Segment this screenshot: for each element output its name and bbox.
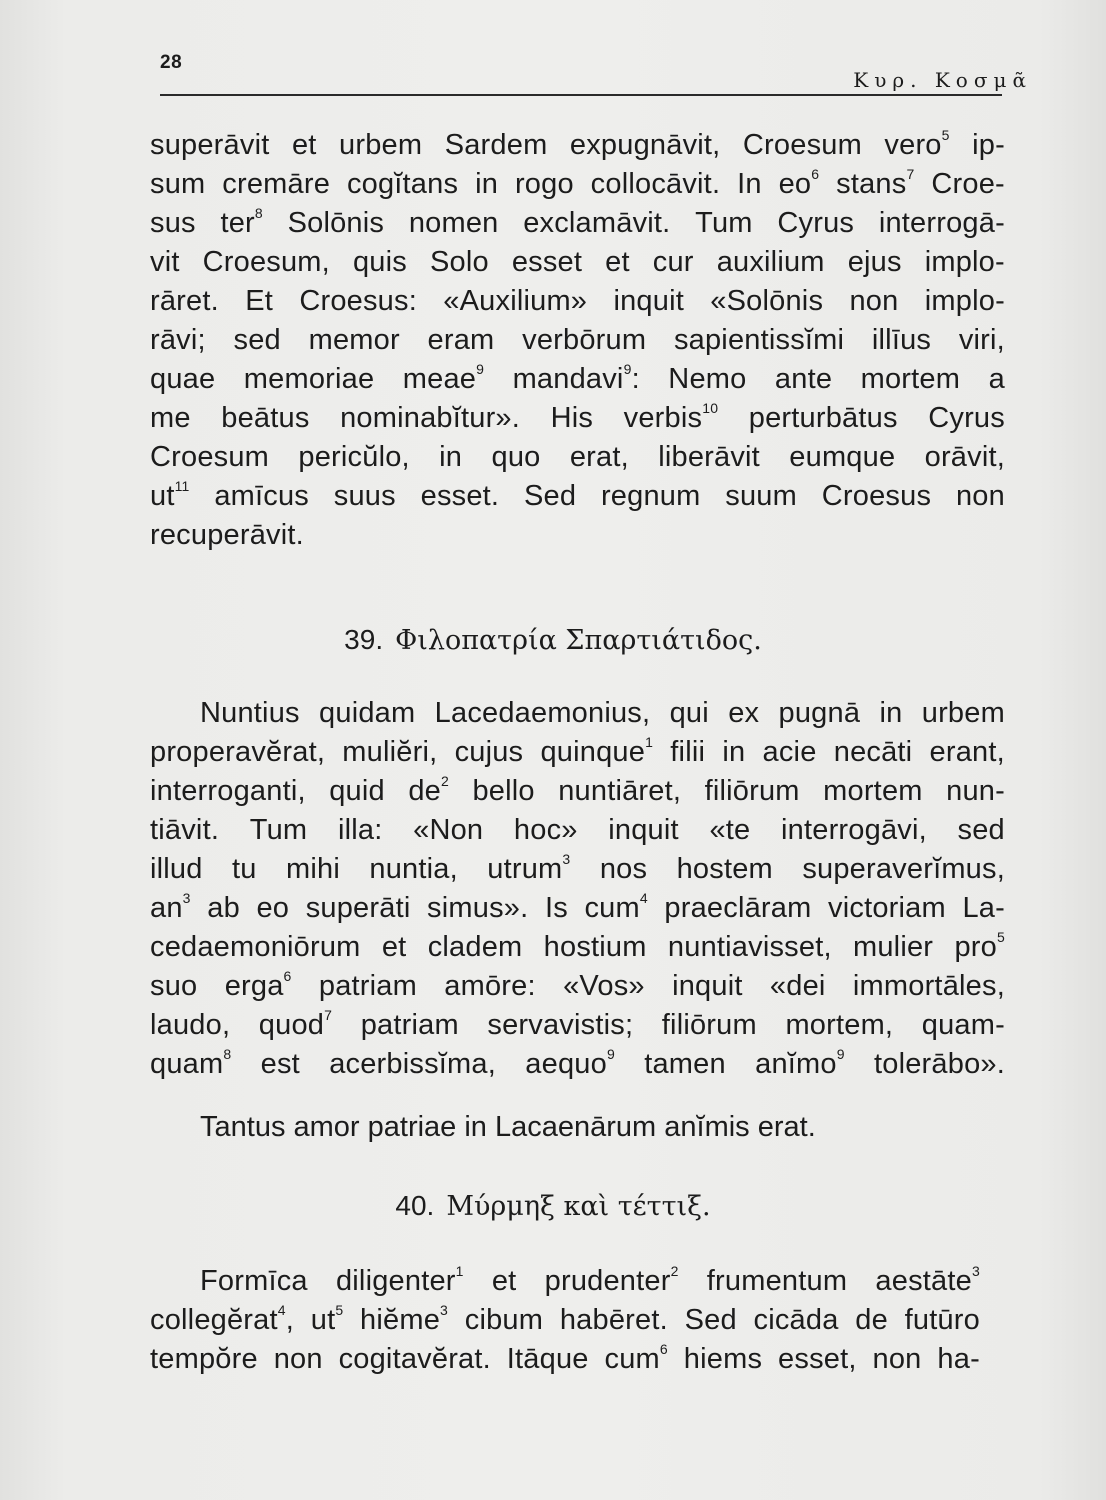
word: habēret. — [559, 1304, 668, 1336]
word: orāvit, — [924, 441, 1005, 473]
word: superaverĭmus, — [802, 853, 1005, 885]
word: et — [381, 931, 407, 963]
word: cladem — [427, 931, 523, 963]
word: interrogā- — [878, 207, 1005, 239]
word: meae$^9$ — [402, 361, 485, 395]
word: nuntiavisset, — [667, 931, 832, 963]
word: ex — [728, 697, 760, 729]
word: pro$^5$ — [954, 929, 1005, 963]
word: recuperāvit. — [150, 519, 304, 551]
word: et — [491, 1265, 517, 1297]
word: $eo^6$ — [778, 166, 820, 200]
word: nuntiāret, — [558, 775, 682, 807]
running-head: Κυρ. Κοσμᾶ — [853, 68, 1032, 92]
word: nomen — [408, 207, 499, 239]
text-line — [150, 360, 1005, 399]
word: superāvit — [150, 129, 270, 161]
text-line — [150, 477, 1005, 516]
word: urbem — [339, 129, 423, 161]
word: stans$^7$ — [836, 166, 915, 200]
word: ejus — [847, 246, 902, 278]
word: praeclāram — [664, 892, 812, 924]
word: Solo — [429, 246, 489, 278]
word: diligenter$^1$ — [335, 1263, 464, 1297]
word: «Non — [413, 814, 484, 846]
word: nos — [599, 853, 648, 885]
word: nun- — [946, 775, 1005, 807]
word: «Auxilium» — [443, 285, 588, 317]
word: illa: — [337, 814, 383, 846]
word: pericŭlo, — [298, 441, 410, 473]
word: erant, — [929, 736, 1005, 768]
word: utrum$^3$ — [487, 851, 571, 885]
word: muliĕri, — [342, 736, 438, 768]
word: interroganti, — [150, 775, 306, 807]
word: bello — [472, 775, 535, 807]
word: nominabĭtur». — [340, 402, 521, 434]
word: acerbissĭma, — [329, 1048, 496, 1080]
word: qui — [669, 697, 709, 729]
header-rule — [160, 94, 1002, 96]
text-line — [150, 438, 1005, 477]
word: eumque — [789, 441, 896, 473]
word: tamen — [644, 1048, 726, 1080]
word: Nuntius — [200, 697, 300, 729]
word: inquit — [613, 285, 684, 317]
text-line — [150, 928, 1005, 967]
word: verbōrum — [522, 324, 647, 356]
word: in — [439, 441, 463, 473]
word: mihi — [286, 853, 340, 885]
word: quod$^7$ — [258, 1007, 333, 1041]
word: His — [550, 402, 594, 434]
word: aequo$^9$ — [525, 1046, 615, 1080]
word: «dei — [769, 970, 826, 1002]
word: collegĕrat$^4$, — [150, 1302, 295, 1336]
word: Formīca — [200, 1265, 308, 1297]
word: Croe- — [931, 168, 1005, 200]
word: hoc» — [513, 814, 578, 846]
word: suum — [725, 480, 797, 512]
word: quam$^8$ — [150, 1046, 232, 1080]
word: expugnāvit, — [569, 129, 721, 161]
word: perturbātus — [748, 402, 898, 434]
word: Tum — [249, 814, 308, 846]
word: interrogāvi, — [781, 814, 927, 846]
word: Et — [245, 285, 274, 317]
word: «te — [709, 814, 751, 846]
word: $an^3$ — [150, 890, 191, 924]
word: hiĕme$^3$ — [360, 1302, 449, 1336]
word: sus — [150, 207, 196, 239]
word: implo- — [924, 246, 1005, 278]
word: sapientissĭmi — [673, 324, 845, 356]
word: Croesum, — [202, 246, 330, 278]
text-line — [150, 204, 1005, 243]
word: quis — [352, 246, 407, 278]
word: collocāvit. — [590, 168, 721, 200]
word: et — [605, 246, 630, 278]
word: a — [988, 363, 1005, 395]
word: mulier — [853, 931, 934, 963]
word: Itāque — [506, 1343, 589, 1375]
text-line — [150, 694, 1005, 733]
word: auxilium — [716, 246, 825, 278]
word: esset, — [778, 1343, 857, 1375]
word: beātus — [221, 402, 310, 434]
word: viri, — [958, 324, 1005, 356]
word: de — [855, 1304, 888, 1336]
section-40-heading — [0, 1190, 1106, 1222]
word: urbem — [921, 697, 1005, 729]
word: cicāda — [753, 1304, 839, 1336]
text-line — [150, 243, 1005, 282]
word: mortem, — [785, 1009, 894, 1041]
word: rogo — [514, 168, 574, 200]
word: In — [737, 168, 762, 200]
word: patriam — [360, 1009, 459, 1041]
word: cremāre — [222, 168, 331, 200]
word: cum$^4$ — [584, 890, 648, 924]
word: tempŏre — [150, 1343, 258, 1375]
word: sed — [233, 324, 281, 356]
text-line — [150, 1045, 1005, 1084]
word: immortāles, — [852, 970, 1005, 1002]
word: in — [879, 697, 903, 729]
text-line — [150, 1301, 980, 1340]
word: Solōnis — [287, 207, 385, 239]
word: non — [955, 480, 1005, 512]
word: tolerābo». — [874, 1048, 1005, 1080]
word: Croesum — [150, 441, 270, 473]
text-line — [150, 282, 1005, 321]
word: tiāvit. — [150, 814, 220, 846]
word: filiōrum — [704, 775, 800, 807]
word: quinque$^1$ — [540, 734, 654, 768]
word: acie — [762, 736, 817, 768]
word: memoriae — [243, 363, 375, 395]
section-38-text — [150, 126, 1005, 555]
word: hostem — [676, 853, 773, 885]
word: patriam — [318, 970, 417, 1002]
word: ab — [207, 892, 240, 924]
text-line — [150, 165, 1005, 204]
word: non — [273, 1343, 323, 1375]
word: quid — [329, 775, 385, 807]
text-line — [150, 321, 1005, 360]
word: ha- — [937, 1343, 980, 1375]
word: Nemo — [668, 363, 747, 395]
word: ante — [774, 363, 833, 395]
word: cogĭtans — [346, 168, 459, 200]
word: in — [475, 168, 499, 200]
word: rāvi; — [150, 324, 206, 356]
word: nuntia, — [369, 853, 458, 885]
word: $ut^5$ — [310, 1302, 344, 1336]
word: implo- — [924, 285, 1005, 317]
word: filii — [670, 736, 706, 768]
word: regnum — [600, 480, 701, 512]
word: eram — [427, 324, 495, 356]
text-line — [150, 126, 1005, 165]
word: quidam — [319, 697, 416, 729]
text-line — [150, 850, 1005, 889]
text-line — [150, 772, 1005, 811]
word: Tum — [695, 207, 753, 239]
word: hiems — [683, 1343, 763, 1375]
word: pugnā — [778, 697, 861, 729]
word: sed — [957, 814, 1005, 846]
word: Cyrus — [928, 402, 1005, 434]
word: vit — [150, 246, 180, 278]
word: aestāte$^3$ — [875, 1263, 980, 1297]
word: La- — [962, 892, 1005, 924]
word: est — [260, 1048, 300, 1080]
word: Is — [544, 892, 568, 924]
section-40-text — [150, 1262, 980, 1379]
word: et — [291, 129, 317, 161]
word: cum$^6$ — [604, 1341, 668, 1375]
word: «Vos» — [563, 970, 645, 1002]
word: cogitavĕrat. — [338, 1343, 491, 1375]
word: cur — [652, 246, 694, 278]
word: erga$^6$ — [224, 968, 292, 1002]
word: Lacedaemonius, — [434, 697, 651, 729]
word: futūro — [904, 1304, 980, 1336]
word: «Solōnis — [710, 285, 824, 317]
word: properavĕrat, — [150, 736, 326, 768]
word: ip- — [972, 129, 1005, 161]
word: cibum — [464, 1304, 544, 1336]
word: memor — [308, 324, 400, 356]
word: rāret. — [150, 285, 219, 317]
word: verbis$^{10}$ — [623, 400, 719, 434]
word: suo — [150, 970, 198, 1002]
word: Sed — [684, 1304, 737, 1336]
text-line — [150, 733, 1005, 772]
text-line — [150, 967, 1005, 1006]
section-39-text — [150, 694, 1005, 1084]
word: illud — [150, 853, 203, 885]
word: non — [849, 285, 899, 317]
text-line — [150, 516, 1005, 555]
section-40-title: Μύρμηξ καὶ τέττιξ. — [446, 1191, 711, 1222]
word: amīcus — [214, 480, 309, 512]
word: esset. — [420, 480, 500, 512]
section-39-title: Φιλοπατρία Σπαρτιάτιδος. — [395, 625, 762, 656]
word: filiōrum — [661, 1009, 757, 1041]
word: esset — [511, 246, 583, 278]
word: anĭmo$^9$ — [755, 1046, 845, 1080]
word: laudo, — [150, 1009, 231, 1041]
word: mandavi$^9$: — [512, 361, 640, 395]
word: in — [722, 736, 746, 768]
word: mortem — [823, 775, 923, 807]
word: illīus — [871, 324, 932, 356]
text-line — [150, 811, 1005, 850]
word: inquit — [608, 814, 679, 846]
section-40-number: 40. — [395, 1190, 435, 1221]
word: superāti — [305, 892, 411, 924]
word: exclamāvit. — [523, 207, 671, 239]
word: prudenter$^2$ — [544, 1263, 679, 1297]
word: Sardem — [444, 129, 548, 161]
word: liberāvit — [658, 441, 760, 473]
word: quo — [491, 441, 541, 473]
word: tu — [232, 853, 257, 885]
text-line — [150, 399, 1005, 438]
word: sum — [150, 168, 206, 200]
text-line — [150, 1006, 1005, 1045]
word: me — [150, 402, 191, 434]
word: hostium — [543, 931, 647, 963]
word: vero$^5$ — [884, 127, 950, 161]
section-39-closing: Tantus amor patriae in Lacaenārum anĭmis erat. — [200, 1111, 816, 1143]
word: mortem — [860, 363, 961, 395]
word: ter$^8$ — [220, 205, 263, 239]
word: quae — [150, 363, 216, 395]
word: frumentum — [706, 1265, 848, 1297]
word: inquit — [672, 970, 743, 1002]
word: $de^2$ — [408, 773, 449, 807]
word: cedaemoniōrum — [150, 931, 361, 963]
word: eo — [256, 892, 290, 924]
word: necāti — [833, 736, 913, 768]
word: erat, — [569, 441, 629, 473]
word: victoriam — [828, 892, 946, 924]
word: Croesus: — [299, 285, 417, 317]
word: Sed — [523, 480, 577, 512]
text-line — [150, 1340, 980, 1379]
word: Croesus — [821, 480, 932, 512]
page-number: 28 — [160, 52, 183, 73]
word: Croesum — [742, 129, 862, 161]
word: suus — [333, 480, 396, 512]
section-39-number: 39. — [344, 624, 384, 655]
word: Cyrus — [777, 207, 855, 239]
word: cujus — [454, 736, 524, 768]
word: quam- — [921, 1009, 1005, 1041]
word: servavistis; — [487, 1009, 634, 1041]
text-line — [150, 889, 1005, 928]
word: amōre: — [444, 970, 536, 1002]
section-39-heading — [0, 624, 1106, 656]
text-line — [150, 1262, 980, 1301]
word: simus». — [427, 892, 529, 924]
word: $ut^{11}$ — [150, 478, 190, 512]
word: non — [872, 1343, 922, 1375]
